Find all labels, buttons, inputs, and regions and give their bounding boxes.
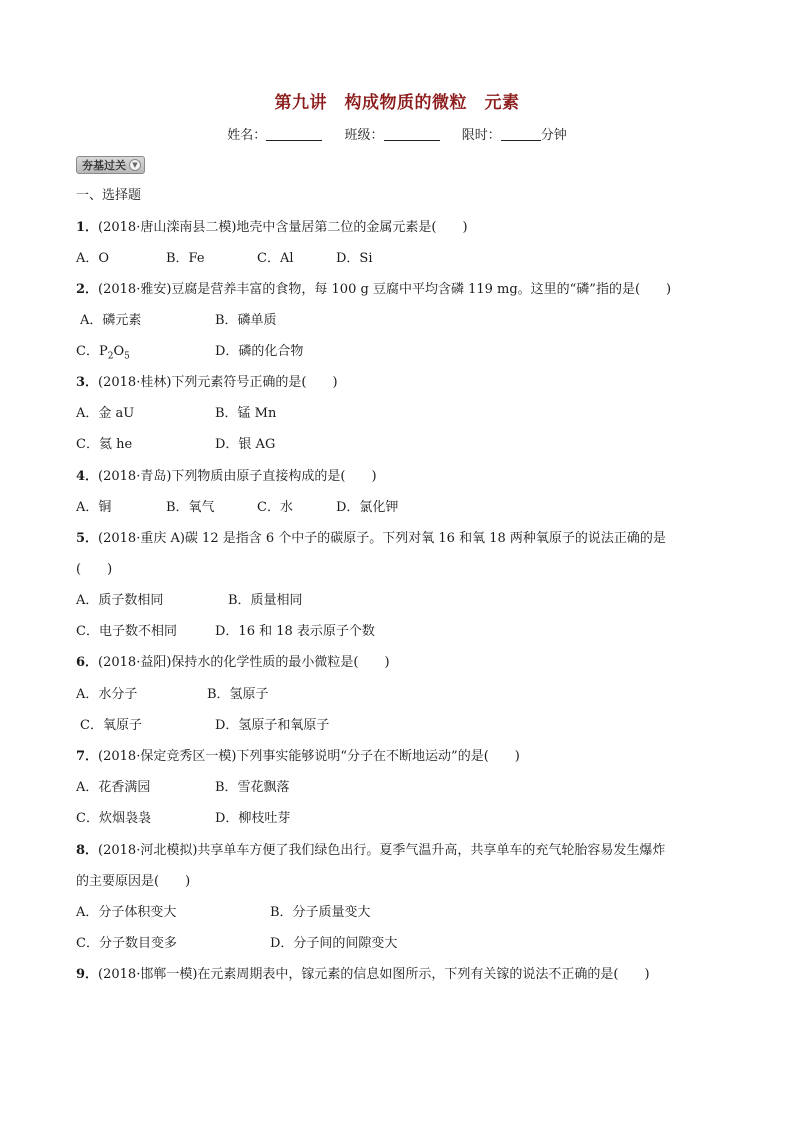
question-number: 5． xyxy=(76,531,99,546)
question-1-options xyxy=(76,251,716,267)
section-badge-label: 夯基过关 xyxy=(82,159,126,172)
class-blank xyxy=(384,127,440,141)
question-8-options-row2 xyxy=(76,936,716,952)
option-c: C．Al xyxy=(257,251,294,266)
option-d: D．16 和 18 表示原子个数 xyxy=(215,624,375,639)
option-c: C．氦 he xyxy=(76,437,133,452)
time-blank xyxy=(501,127,541,141)
option-b: B．氧气 xyxy=(166,500,215,515)
question-5-options-row1 xyxy=(76,593,716,609)
option-d: D．分子间的间隙变大 xyxy=(270,936,398,951)
option-b: B．氢原子 xyxy=(207,687,269,702)
option-d: D．Si xyxy=(336,251,373,266)
question-number: 4． xyxy=(76,469,99,484)
option-c: C．分子数目变多 xyxy=(76,936,177,951)
question-4 xyxy=(76,469,377,485)
question-2-options-row2 xyxy=(76,344,716,362)
question-8-options-row1 xyxy=(76,905,716,921)
page-title: 第九讲 构成物质的微粒 元素 xyxy=(274,93,520,113)
option-d: D．柳枝吐芽 xyxy=(215,811,291,826)
question-2 xyxy=(76,282,671,298)
question-6 xyxy=(76,655,390,671)
question-6-options-row1 xyxy=(76,687,716,703)
question-5-options-row2 xyxy=(76,624,716,640)
option-b: B．雪花飘落 xyxy=(215,780,290,795)
option-c: C．水 xyxy=(257,500,293,515)
option-a: A．金 aU xyxy=(76,406,135,421)
time-unit: 分钟 xyxy=(540,128,567,143)
question-7-options-row2 xyxy=(76,811,716,827)
option-a: A．质子数相同 xyxy=(76,593,164,608)
time-label: 限时： xyxy=(461,128,501,143)
question-6-options-row2 xyxy=(76,718,716,734)
question-number: 8． xyxy=(76,843,99,858)
option-b: B．分子质量变大 xyxy=(270,905,371,920)
option-d: D．氢原子和氧原子 xyxy=(215,718,330,733)
question-8 xyxy=(76,843,665,859)
question-text: (2018·桂林)下列元素符号正确的是( ) xyxy=(98,375,338,390)
class-label: 班级： xyxy=(344,128,384,143)
subsection-heading: 一、选择题 xyxy=(76,188,142,203)
option-d: D．银 AG xyxy=(215,437,276,452)
question-4-options xyxy=(76,500,716,516)
question-text: (2018·雅安)豆腐是营养丰富的食物，每 100 g 豆腐中平均含磷 119 mg。这里的“磷”指的是( ) xyxy=(98,282,672,297)
question-3-options-row2 xyxy=(76,437,716,453)
option-b: B．Fe xyxy=(166,251,205,266)
student-info xyxy=(0,124,794,143)
formula-o-subscript: 5 xyxy=(124,351,130,362)
question-3-options-row1 xyxy=(76,406,716,422)
question-text: (2018·唐山滦南县二模)地壳中含量居第二位的金属元素是( ) xyxy=(98,220,468,235)
option-a: A．磷元素 xyxy=(80,313,142,328)
question-text: (2018·青岛)下列物质由原子直接构成的是( ) xyxy=(98,469,377,484)
question-8-continued: 的主要原因是( ) xyxy=(76,874,191,889)
question-9 xyxy=(76,967,650,983)
option-c: C．氧原子 xyxy=(80,718,142,733)
question-number: 6． xyxy=(76,655,99,670)
option-d: D．氯化钾 xyxy=(336,500,399,515)
option-a: A．花香满园 xyxy=(76,780,151,795)
question-text: (2018·邯郸一模)在元素周期表中，镓元素的信息如图所示，下列有关镓的说法不正确的是( ) xyxy=(98,967,650,982)
question-7 xyxy=(76,749,520,765)
formula-p-subscript: 2 xyxy=(107,351,114,362)
option-a: A．铜 xyxy=(76,500,112,515)
option-b: B．锰 Mn xyxy=(215,406,277,421)
question-text: (2018·益阳)保持水的化学性质的最小微粒是( ) xyxy=(98,655,390,670)
option-b: B．磷单质 xyxy=(215,313,277,328)
question-7-options-row1 xyxy=(76,780,716,796)
name-label: 姓名： xyxy=(227,128,267,143)
question-number: 3． xyxy=(76,375,99,390)
question-1 xyxy=(76,220,468,236)
question-5-continued: ( ) xyxy=(76,562,113,577)
question-number: 1． xyxy=(76,220,99,235)
option-c: C．$P_2O_5$ xyxy=(76,344,130,362)
formula-o: O xyxy=(113,344,125,359)
question-3 xyxy=(76,375,338,391)
question-text: (2018·保定竞秀区一模)下列事实能够说明“分子在不断地运动”的是( ) xyxy=(98,749,520,764)
option-c: C．炊烟袅袅 xyxy=(76,811,151,826)
option-d: D．磷的化合物 xyxy=(215,344,304,359)
question-5 xyxy=(76,531,666,547)
option-a: A．分子体积变大 xyxy=(76,905,177,920)
question-text: (2018·重庆 A)碳 12 是指含 6 个中子的碳原子。下列对氧 16 和氧 18 两种氧原子的说法正确的是 xyxy=(98,531,666,546)
option-a: A．水分子 xyxy=(76,687,138,702)
option-b: B．质量相同 xyxy=(228,593,303,608)
question-number: 2． xyxy=(76,282,99,297)
question-text: (2018·河北模拟)共享单车方便了我们绿色出行。夏季气温升高，共享单车的充气轮胎容易发生爆炸 xyxy=(98,843,666,858)
option-a: A．O xyxy=(76,251,110,266)
question-number: 7． xyxy=(76,749,99,764)
question-number: 9． xyxy=(76,967,99,982)
question-2-options-row1 xyxy=(76,313,716,329)
name-blank xyxy=(266,127,322,141)
option-c: C．电子数不相同 xyxy=(76,624,177,639)
chevron-down-icon: ▼ xyxy=(129,159,141,171)
section-badge xyxy=(76,156,145,174)
